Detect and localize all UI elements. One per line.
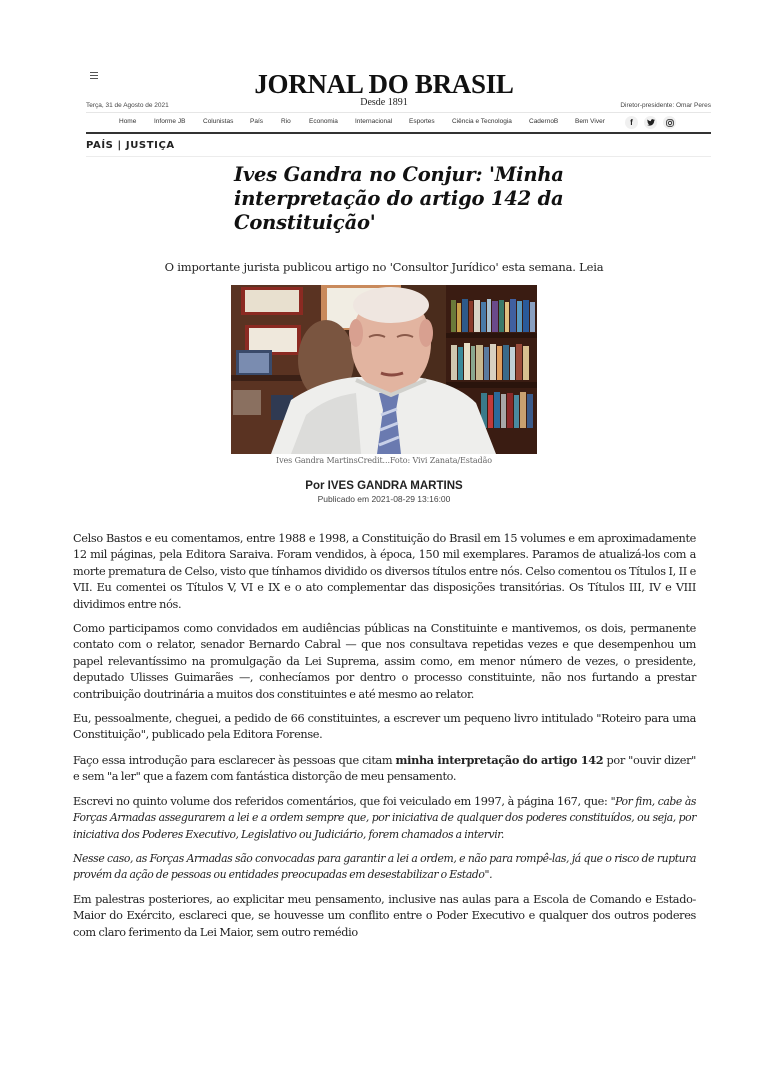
nav-item-economia[interactable]: Economia (309, 118, 338, 125)
article-paragraph: Eu, pessoalmente, cheguei, a pedido de 66 constituintes, a escrever um pequeno livro intitulado "Roteiro para uma Constituição", publicado pela Editora Forense. (73, 712, 696, 742)
current-date: Terça, 31 de Agosto de 2021 (86, 102, 169, 109)
article-photo (231, 285, 537, 454)
nav-item-cadernob[interactable]: CadernoB (529, 118, 559, 125)
nav-divider (86, 132, 711, 134)
nav-item-home[interactable]: Home (119, 118, 137, 125)
article-paragraph: Em palestras posteriores, ao explicitar meu pensamento, inclusive nas aulas para a Escola de Comando e Estado-Maior do Exército, esclareci que, se houvesse um conflito entre o Poder Executivo e qualquer dos outros poderes com claro ferimento da Lei Maior, sem outro remédio (73, 892, 696, 939)
publish-date: Publicado em 2021-08-29 13:16:00 (317, 494, 451, 504)
nav-item-rio[interactable]: Rio (281, 118, 291, 125)
section-label[interactable]: PAÍS | JUSTIÇA (86, 140, 175, 151)
article-paragraph (73, 752, 696, 786)
paragraph-text: Faço essa introdução para esclarecer às pessoas que citam (73, 753, 396, 767)
emphasized-text: minha interpretação do artigo 142 (395, 752, 604, 767)
site-since: Desde 1891 (360, 97, 408, 108)
paragraph-text: Escrevi no quinto volume dos referidos comentários, que foi veiculado em 1997, à página 167, que: (73, 794, 611, 808)
nav-item-esportes[interactable]: Esportes (409, 118, 435, 125)
article-byline[interactable]: Por IVES GANDRA MARTINS (305, 480, 463, 492)
nav-item-internacional[interactable]: Internacional (355, 118, 393, 125)
article-quote-paragraph: Nesse caso, as Forças Armadas são convocadas para garantir a lei a ordem, e não para rompê-las, já que o risco de ruptura provém da ação de pessoas ou entidades preocupadas em desestabilizar o Estado". (73, 851, 696, 882)
author-portrait-illustration (231, 285, 537, 454)
article-paragraph: Como participamos como convidados em audiências públicas na Constituinte e mantivemos, os dois, permanente contato com o relator, senador Bernardo Cabral — que nos consultava repetidas vezes e que desempenhou um papel relevantíssimo na promulgação da Lei Suprema, assim como, em menor número de vezes, o presidente, deputado Ulisses Guimarães —, conhecíamos por dentro o processo constituinte, não nos furtando a prestar contribuição doutrinária a muitos dos constituintes e até mesmo ao relator. (73, 622, 696, 701)
twitter-icon[interactable] (644, 116, 657, 129)
article-paragraph: Celso Bastos e eu comentamos, entre 1988 e 1998, a Constituição do Brasil em 15 volumes e em aproximadamente 12 mil páginas, pela Editora Saraiva. Foram vendidos, à época, 150 mil exemplares. Paramos de atualizá-los com a morte prematura de Celso, visto que tínhamos dividido os diversos títulos entre nós. Celso comentou os Títulos I, II e VII. Eu comentei os Títulos V, VI e IX e o ato complementar das disposições transitórias. Os Títulos III, IV e VIII dividimos entre nós. (73, 532, 696, 611)
quoted-text: "Por fim, cabe às Forças Armadas assegurarem a lei e a ordem sempre que, por iniciativa de qualquer dos poderes constituídos, ou seja, por iniciativa dos Poderes Executivo, Legislativo ou Judiciário, forem chamados a intervir. (73, 794, 696, 841)
article-headline: Ives Gandra no Conjur: 'Minha interpretação do artigo 142 da Constituição' (234, 163, 564, 234)
nav-item-informe-jb[interactable]: Informe JB (154, 118, 186, 125)
paragraph-text: por "ouvir dizer" e sem "a ler" que a fazem com fantástica distorção de meu pensamento. (73, 753, 697, 784)
header-divider (86, 112, 711, 113)
director-credit: Diretor-presidente: Omar Peres (620, 102, 711, 109)
nav-item-pais[interactable]: País (250, 118, 264, 125)
photo-caption: Ives Gandra MartinsCredit...Foto: Vivi Zanata/Estadão (276, 456, 492, 465)
facebook-icon[interactable]: f (625, 116, 638, 129)
site-logo[interactable]: JORNAL DO BRASIL (254, 69, 514, 99)
article-subhead: O importante jurista publicou artigo no 'Consultor Jurídico' esta semana. Leia (164, 260, 604, 274)
nav-item-colunistas[interactable]: Colunistas (203, 118, 234, 125)
section-divider (86, 156, 711, 157)
article-body (73, 531, 696, 949)
main-nav (86, 114, 711, 132)
nav-item-bem-viver[interactable]: Bem Viver (575, 118, 605, 125)
instagram-icon[interactable] (663, 116, 676, 129)
nav-item-ciencia-tecnologia[interactable]: Ciência e Tecnologia (452, 118, 512, 125)
article-paragraph (73, 794, 696, 843)
